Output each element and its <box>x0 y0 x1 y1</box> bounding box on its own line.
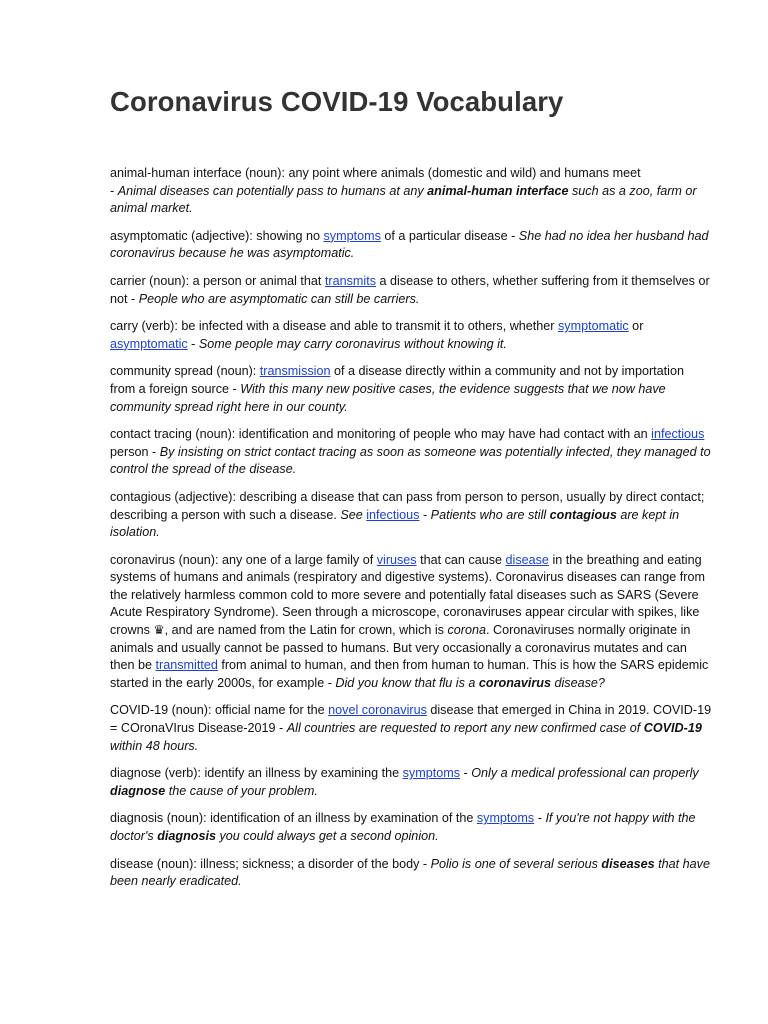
entry-definition: contagious (adjective): describing a disease that can pass from person to person, usually by direct contact; describing a person with such a disease. <box>110 489 705 522</box>
see-also-label: See <box>340 507 363 522</box>
example-text: Animal diseases can potentially pass to humans at any <box>117 183 428 198</box>
link-infectious[interactable]: infectious <box>366 507 420 522</box>
entry-definition: or <box>628 319 644 334</box>
entry-definition: a disease to others, whether suffering from it themselves or not - <box>110 273 710 306</box>
link-symptoms[interactable]: symptoms <box>402 766 461 781</box>
entry-definition: carrier (noun): a person or animal that <box>110 273 325 288</box>
vocab-entry-asymptomatic <box>110 228 712 263</box>
vocab-entry-coronavirus <box>110 552 712 693</box>
entry-example: By insisting on strict contact tracing as soon as someone was potentially infected, they managed to control the spread of the disease. <box>110 444 711 477</box>
example-term: diseases <box>601 856 655 871</box>
link-symptoms[interactable]: symptoms <box>323 228 381 243</box>
vocab-entry-carrier <box>110 273 712 308</box>
entry-definition: animal-human interface (noun): any point where animals (domestic and wild) and humans meet <box>110 166 641 180</box>
entry-definition: from animal to human, and then from human to human. This is how the SARS epidemic started in the early 2000s, for example - <box>110 658 709 690</box>
link-symptomatic[interactable]: symptomatic <box>558 319 629 334</box>
entry-definition: disease that emerged in China in 2019. COVID-19 = COronaVIrus Disease-2019 - <box>110 703 712 736</box>
entry-example: She had no idea her husband had coronavirus because he was asymptomatic. <box>110 228 709 261</box>
vocab-entry-carry <box>110 318 712 353</box>
vocab-entry-contagious <box>110 489 712 542</box>
page-title: Coronavirus COVID-19 Vocabulary <box>110 86 564 117</box>
vocab-entry-animal-human-interface <box>110 165 712 218</box>
example-text: If you're not happy with the doctor's <box>110 811 696 843</box>
example-text: All countries are requested to report any new confirmed case of <box>286 721 644 736</box>
entry-definition: . Coronaviruses normally originate in animals and usually cannot be passed to humans. But very occasionally a coronavirus mutates and can then be <box>110 623 691 673</box>
example-text: Patients who are still <box>430 507 550 522</box>
entry-definition: asymptomatic (adjective): showing no <box>110 228 324 243</box>
entry-definition: carry (verb): be infected with a disease and able to transmit it to others, whether <box>110 319 558 334</box>
entry-example <box>335 676 605 690</box>
example-term: diagnose <box>110 783 166 798</box>
entry-definition: disease (noun): illness; sickness; a disorder of the body - <box>110 856 431 871</box>
link-infectious[interactable]: infectious <box>651 427 705 442</box>
entry-definition: community spread (noun): <box>110 364 260 379</box>
entry-example: With this many new positive cases, the evidence suggests that we now have community spread right here in our county. <box>110 381 666 414</box>
entry-definition: diagnose (verb): identify an illness by examining the <box>110 766 403 781</box>
link-viruses[interactable]: viruses <box>376 552 417 567</box>
example-text: you could always get a second opinion. <box>215 829 439 843</box>
example-text: Only a medical professional can properly <box>471 766 699 781</box>
entry-definition: person - <box>110 444 160 459</box>
entry-separator: - <box>187 336 199 351</box>
link-transmits[interactable]: transmits <box>324 273 376 288</box>
vocab-entry-diagnosis <box>110 810 712 845</box>
entry-definition: of a disease directly within a community and not by importation from a foreign source - <box>110 364 684 396</box>
example-term: diagnosis <box>157 829 216 843</box>
link-transmission[interactable]: transmission <box>259 364 331 379</box>
example-text: such as a zoo, farm or animal market. <box>110 183 697 216</box>
entry-definition: coronavirus (noun): any one of a large family of <box>110 552 377 567</box>
entry-definition: that can cause <box>416 552 506 567</box>
example-text: are kept in isolation. <box>110 507 680 540</box>
entry-example: Some people may carry coronavirus without knowing it. <box>198 336 507 351</box>
entry-definition: - <box>534 811 546 826</box>
link-transmitted[interactable]: transmitted <box>155 658 218 673</box>
entry-example: People who are asymptomatic can still be carriers. <box>138 291 420 306</box>
entry-definition: in the breathing and eating systems of humans and animals (respiratory and digestive systems). Coronavirus diseases can range from the relatively harmless common cold to more severe and potentially fatal diseases such as SARS (Severe Acute Respiratory Syndrome). Seen through a microscope, coronaviruses appear circular with spikes, like crowns ♛, and are named from the Latin for crown, which is <box>110 552 705 638</box>
vocab-entry-disease <box>110 856 712 891</box>
entry-separator: - <box>419 507 431 522</box>
entry-separator: - <box>110 183 118 198</box>
entry-example <box>110 184 697 216</box>
link-disease[interactable]: disease <box>505 552 549 567</box>
example-text: disease? <box>551 675 605 690</box>
entry-definition: - <box>460 766 472 781</box>
vocab-entry-covid-19 <box>110 702 712 755</box>
link-asymptomatic[interactable]: asymptomatic <box>110 336 188 351</box>
entry-definition: COVID-19 (noun): official name for the <box>110 703 329 718</box>
entry-definition: of a particular disease - <box>380 228 519 243</box>
example-text: Did you know that flu is a <box>335 675 479 690</box>
example-text: the cause of your problem. <box>165 783 318 798</box>
link-symptoms[interactable]: symptoms <box>476 811 535 826</box>
vocab-entry-contact-tracing <box>110 426 712 479</box>
document-page <box>110 86 712 901</box>
link-novel-coronavirus[interactable]: novel coronavirus <box>328 703 427 718</box>
example-text: that have been nearly eradicated. <box>110 856 710 889</box>
entry-definition: diagnosis (noun): identification of an illness by examination of the <box>110 811 477 826</box>
example-text: within 48 hours. <box>110 738 199 753</box>
latin-term: corona <box>447 623 486 638</box>
example-term: contagious <box>549 507 617 522</box>
vocab-entry-community-spread <box>110 363 712 416</box>
example-text: Polio is one of several serious <box>430 856 602 871</box>
vocab-entry-diagnose <box>110 765 712 800</box>
entry-definition: contact tracing (noun): identification and monitoring of people who may have had contact with an <box>110 427 652 442</box>
example-term: COVID-19 <box>643 721 702 736</box>
example-term: coronavirus <box>478 675 551 690</box>
example-term: animal-human interface <box>427 183 569 198</box>
